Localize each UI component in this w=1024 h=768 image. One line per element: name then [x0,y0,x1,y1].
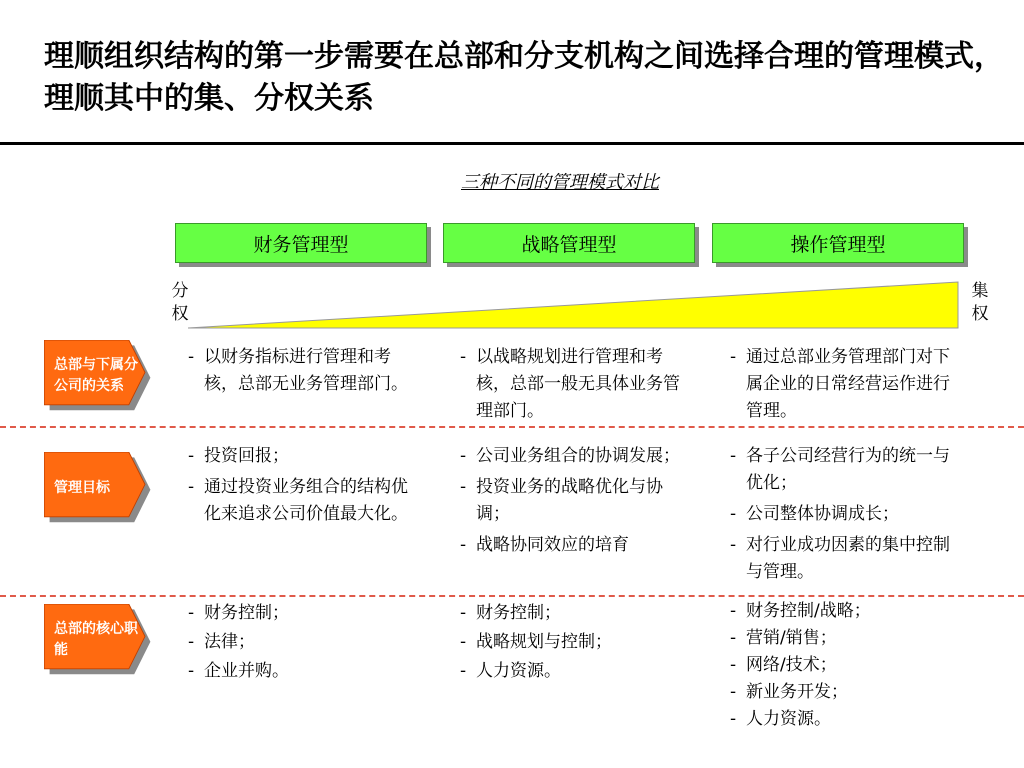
list-item: - 新业务开发； [730,679,960,705]
cell-core-financial [188,600,418,687]
row-tag-core-functions [44,604,156,676]
list-item: - 投资业务的战略优化与协调； [460,474,690,528]
mode-financial [175,223,427,263]
list-item: - 财务控制/战略； [730,598,960,624]
mode-operational [712,223,964,263]
list-item: - 公司整体协调成长； [730,501,960,528]
title-divider [0,142,1024,145]
list-item: - 投资回报； [188,443,418,470]
cell-core-operational [730,598,960,733]
cell-relationship-strategic [460,344,690,429]
list-item: - 法律； [188,629,418,656]
list-item: - 各子公司经营行为的统一与优化； [730,443,960,497]
list-item: - 公司业务组合的协调发展； [460,443,690,470]
cell-goal-financial [188,443,418,532]
mode-financial-label: 财务管理型 [253,233,349,256]
row-label-goal: 管理目标 [54,479,110,496]
row-label-relationship: 总部与下属分公司的关系 [54,357,138,394]
comparison-subtitle: 三种不同的管理模式对比 [461,172,659,193]
list-item: - 通过总部业务管理部门对下属企业的日常经营运作进行管理。 [730,344,960,425]
row-tag-relationship [44,340,156,412]
centralized-label: 集权 [971,281,989,324]
list-item: - 企业并购。 [188,658,418,685]
list-item: - 财务控制； [188,600,418,627]
list-item: - 人力资源。 [730,706,960,732]
list-item: - 网络/技术； [730,652,960,678]
list-item: - 战略规划与控制； [460,629,690,656]
list-item: - 以战略规划进行管理和考核，总部一般无具体业务管理部门。 [460,344,690,425]
mode-operational-label: 操作管理型 [790,233,886,256]
list-item: - 人力资源。 [460,658,690,685]
centralization-wedge [188,280,960,330]
row-label-core-functions: 总部的核心职能 [54,621,138,658]
list-item: - 对行业成功因素的集中控制与管理。 [730,532,960,586]
cell-relationship-operational [730,344,960,429]
row-divider [0,595,1024,597]
row-divider [0,426,1024,428]
page-title: 理顺组织结构的第一步需要在总部和分支机构之间选择合理的管理模式，理顺其中的集、分权关系 [44,39,1004,116]
list-item: - 战略协同效应的培育 [460,532,690,559]
list-item: - 以财务指标进行管理和考核，总部无业务管理部门。 [188,344,418,398]
list-item: - 通过投资业务组合的结构优化来追求公司价值最大化。 [188,474,418,528]
mode-strategic-label: 战略管理型 [521,233,617,256]
cell-goal-strategic [460,443,690,563]
list-item: - 营销/销售； [730,625,960,651]
row-tag-goal [44,452,156,524]
decentralized-label: 分权 [171,281,189,324]
cell-relationship-financial [188,344,418,402]
list-item: - 财务控制； [460,600,690,627]
cell-goal-operational [730,443,960,590]
mode-strategic [443,223,695,263]
cell-core-strategic [460,600,690,687]
